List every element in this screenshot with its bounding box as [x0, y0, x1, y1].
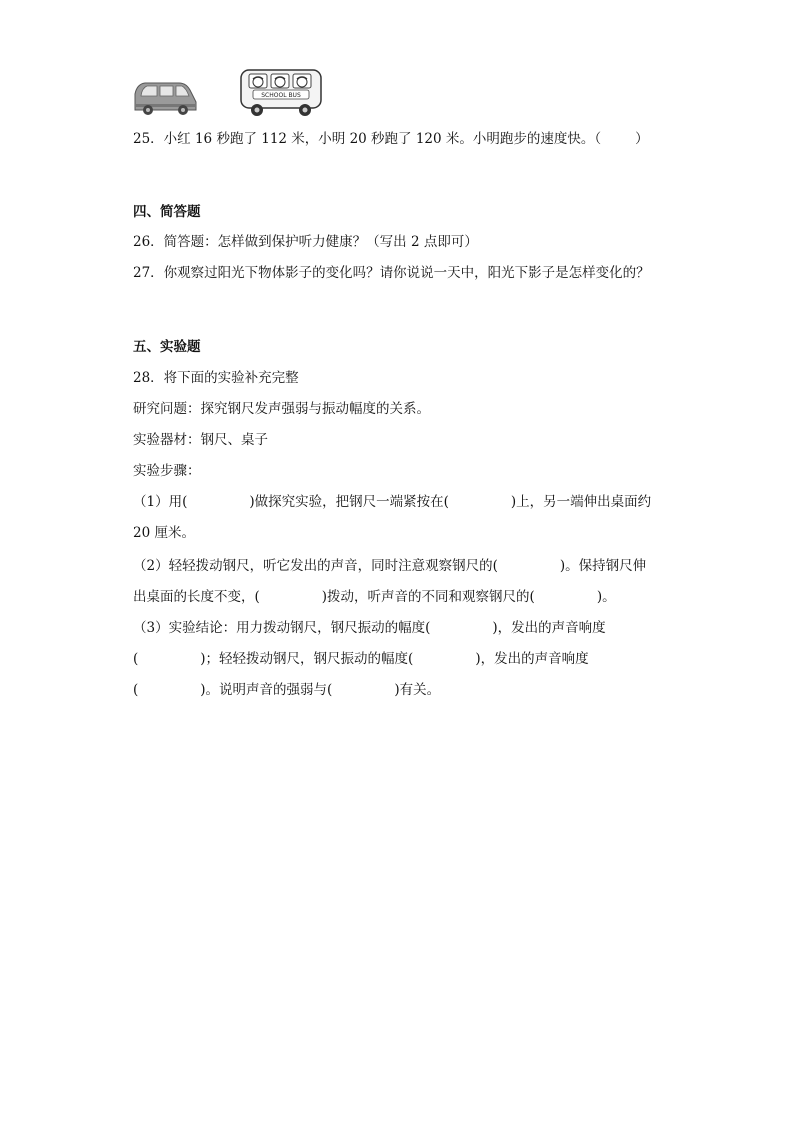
step-2: （2）轻轻拨动钢尺，听它发出的声音，同时注意观察钢尺的( )。保持钢尺伸	[133, 558, 647, 574]
step-3-continued-2: ( )。说明声音的强弱与( )有关。	[133, 682, 441, 698]
step-1-continued: 20 厘米。	[133, 525, 195, 541]
question-27: 27．你观察过阳光下物体影子的变化吗？请你说说一天中，阳光下影子是怎样变化的？	[133, 265, 650, 281]
question-28-title: 28．将下面的实验补充完整	[133, 370, 299, 386]
step-2-continued: 出桌面的长度不变，( )拨动，听声音的不同和观察钢尺的( )。	[133, 589, 616, 605]
bus-sign: SCHOOL BUS	[261, 92, 301, 99]
question-26: 26．简答题：怎样做到保护听力健康？（写出 2 点即可）	[133, 234, 478, 250]
question-25: 25．小红 16 秒跑了 112 米，小明 20 秒跑了 120 米。小明跑步的速度快。（ ）	[133, 131, 649, 147]
steps-label: 实验步骤：	[133, 463, 201, 479]
section-heading-short-answer: 四、简答题	[133, 204, 201, 220]
step-1: （1）用( )做探究实验，把钢尺一端紧按在( )上，另一端伸出桌面约	[133, 494, 652, 510]
materials: 实验器材：钢尺、桌子	[133, 432, 268, 448]
research-question: 研究问题：探究钢尺发声强弱与振动幅度的关系。	[133, 401, 430, 417]
step-3-continued-1: ( )；轻轻拨动钢尺，钢尺振动的幅度( )，发出的声音响度	[133, 651, 589, 667]
step-3: （3）实验结论：用力拨动钢尺，钢尺振动的幅度( )，发出的声音响度	[133, 620, 606, 636]
car-and-bus-illustration	[133, 66, 333, 118]
school-bus-icon	[241, 70, 321, 116]
vehicle-illustration	[133, 66, 333, 118]
van-icon	[135, 83, 196, 115]
section-heading-experiment: 五、实验题	[133, 339, 201, 355]
